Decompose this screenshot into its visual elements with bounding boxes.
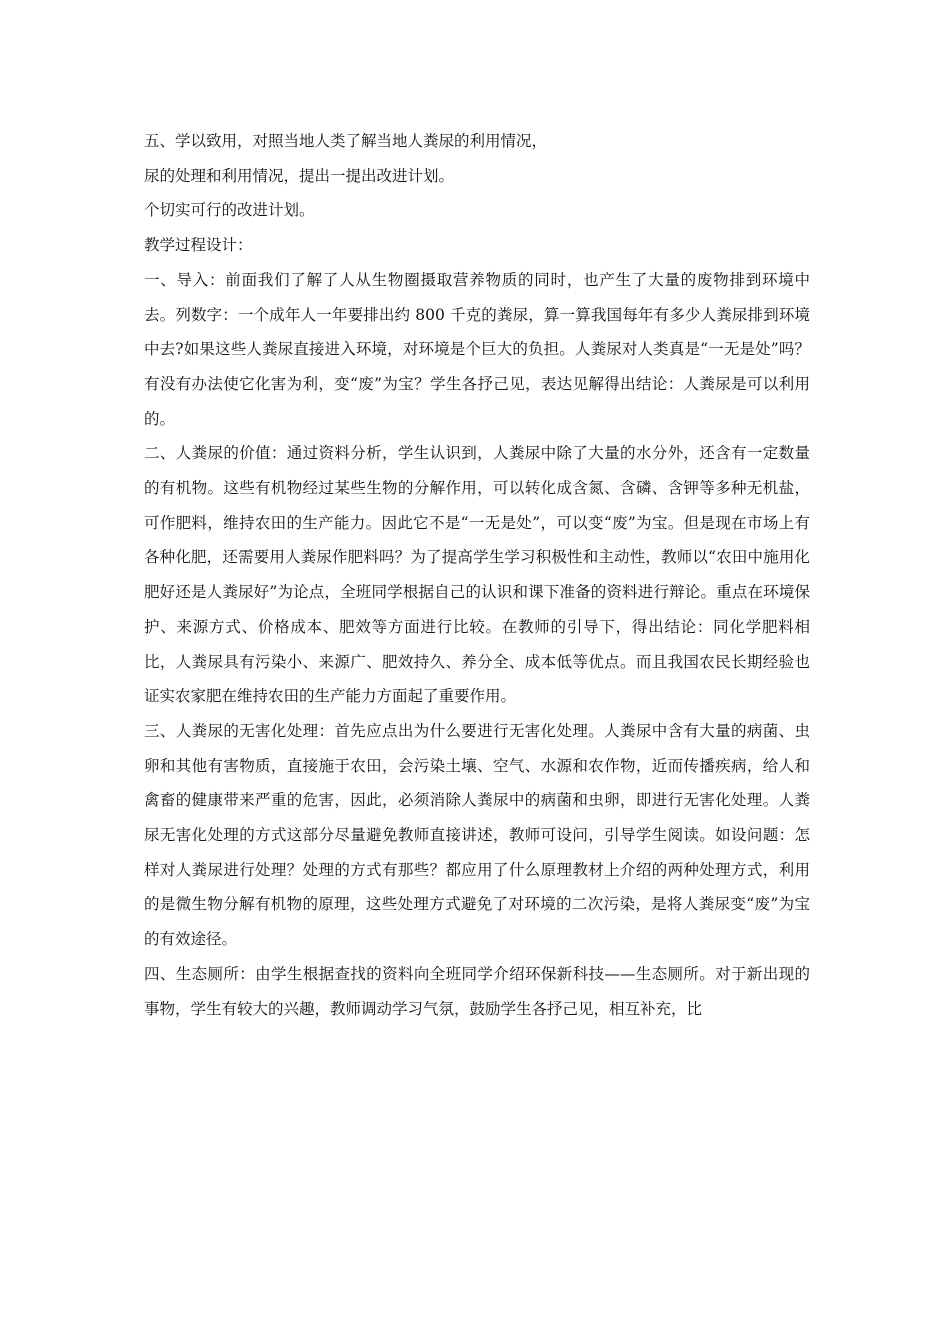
paragraph-introduction: 一、导入：前面我们了解了人从生物圈摄取营养物质的同时，也产生了大量的废物排到环境中去。列数字：一个成年人一年要排出约 800 千克的粪尿，算一算我国每年有多少人粪尿排到环境中去?如果这些人粪尿直接进入环境，对环境是个巨大的负担。人粪尿对人类真是“一无是处”吗？有没有办法使它化害为利，变“废”为宝？学生各抒己见，表达见解得出结论：人粪尿是可以利用的。 [144, 270, 810, 428]
paragraph-value: 二、人粪尿的价值：通过资料分析，学生认识到，人粪尿中除了大量的水分外，还含有一定数量的有机物。这些有机物经过某些生物的分解作用，可以转化成含氮、含磷、含钾等多种无机盐，可作肥料，维持农田的生产能力。因此它不是“一无是处”，可以变“废”为宝。但是现在市场上有各种化肥，还需要用人粪尿作肥料吗？为了提高学生学习积极性和主动性，教师以“农田中施用化肥好还是人粪尿好”为论点，全班同学根据自己的认识和课下准备的资料进行辩论。重点在环境保护、来源方式、价格成本、肥效等方面进行比较。在教师的引导下，得出结论：同化学肥料相比，人粪尿具有污染小、来源广、肥效持久、养分全、成本低等优点。而且我国农民长期经验也证实农家肥在维持农田的生产能力方面起了重要作用。 [144, 444, 810, 706]
paragraph-ecological-toilet: 四、生态厕所：由学生根据查找的资料向全班同学介绍环保新科技——生态厕所。对于新出现的事物，学生有较大的兴趣，教师调动学习气氛，鼓励学生各抒己见，相互补充，比 [144, 964, 810, 1018]
section-heading-process: 教学过程设计： [144, 236, 253, 255]
paragraph-harmless-treatment: 三、人粪尿的无害化处理：首先应点出为什么要进行无害化处理。人粪尿中含有大量的病菌、虫卵和其他有害物质，直接施于农田，会污染土壤、空气、水源和农作物，近而传播疾病，给人和禽畜的健康带来严重的危害，因此，必须消除人粪尿中的病菌和虫卵，即进行无害化处理。人粪尿无害化处理的方式这部分尽量避免教师直接讲述，教师可设问，引导学生阅读。如设问题：怎样对人粪尿进行处理？处理的方式有那些？都应用了什么原理教材上介绍的两种处理方式，利用的是微生物分解有机物的原理，这些处理方式避免了对环境的二次污染，是将人粪尿变“废”为宝的有效途径。 [144, 721, 810, 949]
document-body [144, 124, 810, 1026]
paragraph-objective-5: 五、学以致用，对照当地人类了解当地人粪尿的利用情况， [144, 132, 548, 150]
paragraph-objective-5-end: 个切实可行的改进计划。 [144, 201, 315, 220]
paragraph-objective-5-cont: 尿的处理和利用情况，提出一提出改进计划。 [144, 166, 455, 185]
